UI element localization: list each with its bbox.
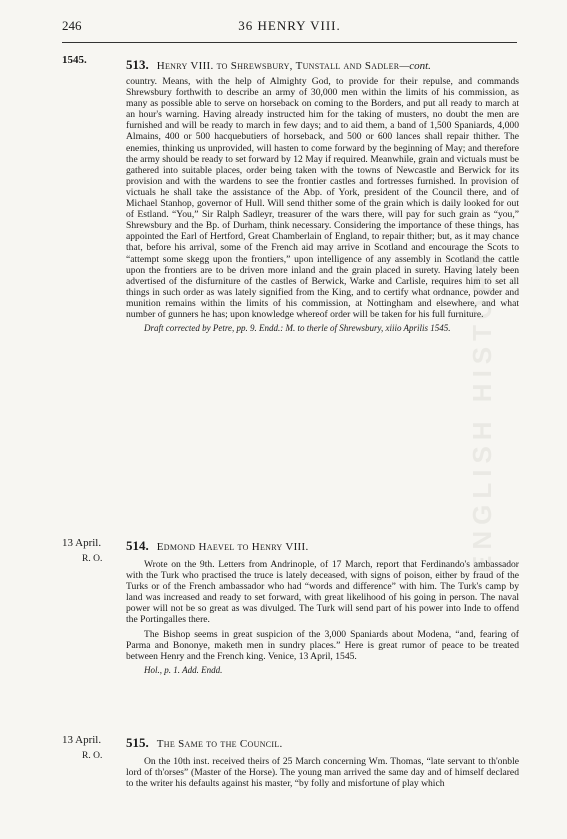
margin-year-text: 1545. [62, 54, 87, 66]
entry-515-body [126, 756, 519, 789]
margin-514 [62, 537, 122, 566]
entry-note-text: Draft corrected by Petre, pp. 9. Endd.: M. to therle of Shrewsbury, xiiio Aprilis 1545. [144, 323, 451, 334]
header-rule [62, 42, 517, 43]
entry-paragraph: Wrote on the 9th. Letters from Andrinople, of 17 March, report that Ferdinando's ambassador with the Turk who practised the truce is lately deceased, with signs of poison, either by fraud of the Turks or of the French ambassador who had “words and difference” with him. The Turk's camp by land was increased and ready to set forward, with great likelihood of his going in person. The naval power will not be so great as was divulged. The Turk will send part of his power into Inde to offend the Portingalles there. [126, 559, 519, 626]
running-title: 36 HENRY VIII. [238, 18, 341, 33]
entry-source: R. O. [82, 554, 103, 564]
entry-514-heading [126, 538, 517, 554]
entry-note-text: Hol., p. 1. Add. Endd. [144, 664, 223, 675]
entry-paragraph: On the 10th inst. received theirs of 25 March concerning Wm. Thomas, “late servant to th'onble lord of th'orses” (Master of the Horse). The young man arrived the same day and of himself declared to the writer his defaults against his master, “by folly and misfortune of play which [126, 756, 519, 790]
entry-note [126, 323, 519, 334]
entry-date: 13 April. [62, 537, 102, 549]
entry-number: 513. [126, 57, 149, 72]
entry-paragraph: The Bishop seems in great suspicion of the 3,000 Spaniards about Modena, “and, fearing of Parma and Bononye, maketh men in sundry places.” Here is great rumor of peace to be treated between Henry and the French king. Venice, 13 April, 1545. [126, 628, 519, 662]
entry-title: The Same to the Council. [156, 738, 283, 750]
entry-513-heading [126, 57, 517, 73]
entry-number: 515. [126, 735, 149, 750]
entry-date: 13 April. [62, 734, 102, 746]
entry-513-body [126, 76, 519, 334]
entry-515-heading [126, 735, 517, 751]
margin-year [62, 54, 122, 67]
entry-paragraph: country. Means, with the help of Almighty God, to provide for their repulse, and commands Shrewsbury forthwith to describe an army of 30,000 men within the limits of his commission, as many as possible able to serve on horseback on coming to the Borders, and put all ready to march at an hour's warning. Having already instructed him for the taking of musters, no doubt the men are furnished and will be ready to march in few days; and to aid them, a band of 1,500 Spaniards, 4,000 Almains, 400 or 500 hacquebutiers of horseback, and 500 or 600 lances shall repair thither. The enemies, thinking us unprovided, will hasten to come forward by the beginning of May; and therefore the army should be ready to set forward by 12 May if required. Meanwhile, grain and victuals must be gathered into suitable places, order being taken with the towns of Newcastle and Berwick for its provision and with the wardens to see the frontier castles and fortresses furnished. In provision of victuals he shall take the assistance of the Abp. of York, president of the Council there, and of Michael Stanhop, governor of Hull. Will send thither some of the grain which is daily looked for out of Estland. “You,” Sir Ralph Sadleyr, treasurer of the wars there, will pay for such grain as “you,” Shrewsbury and the Bp. of Durham, think necessary. Considering the importance of these things, has appointed the Earl of Hertford, Great Chamberlain of England, to repair thither; but, as it may chance that, before his arrival, some of the French aid may arrive in Scotland and encourage the Scots to “attempt some skegg upon the frontiers,” upon intelligence of any assembly in Scotland the cattle upon the frontiers are to be driven more inland and the grain placed in surety. Having lately been advertised of the disfurniture of the castles of Berwick, Warke and Carlisle, requires him to set all things in such order as was lately signified from the King, and to certify what ordnance, powder and munition remains within the limits of his commission, at Nottingham and elsewhere, and what number of gunners he has; upon knowledge whereof order will be taken for his full furniture. [126, 76, 519, 320]
page-number: 246 [62, 18, 82, 33]
entry-source: R. O. [82, 751, 103, 761]
page-header [62, 18, 517, 40]
entry-title-suffix: —cont. [399, 60, 431, 72]
entry-note [126, 665, 519, 676]
watermark: ENGLISH HISTORY [467, 246, 497, 574]
margin-515 [62, 734, 122, 763]
entry-514-body [126, 559, 519, 675]
entry-number: 514. [126, 538, 149, 553]
entry-title: Edmond Haevel to Henry VIII. [156, 541, 309, 553]
entry-title: Henry VIII. to Shrewsbury, Tunstall and Sadler [156, 60, 400, 72]
